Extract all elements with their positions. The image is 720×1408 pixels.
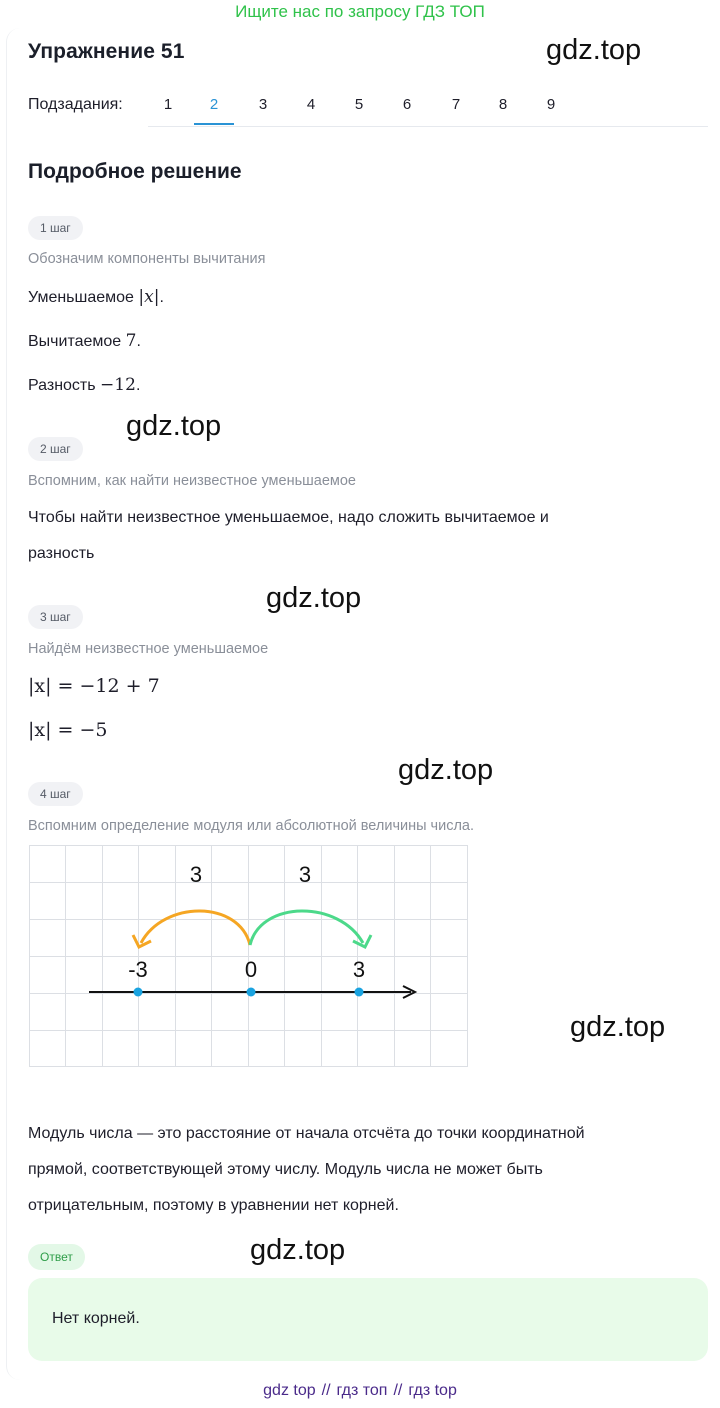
equation-2: |x| = −5	[28, 719, 108, 741]
math-expression: 7	[125, 331, 137, 351]
point-label-0: 0	[244, 957, 258, 982]
subtask-tab-1[interactable]: 1	[163, 96, 173, 113]
footer-link[interactable]: gdz top	[263, 1382, 316, 1399]
step-hint: Вспомним определение модуля или абсолютной величины числа.	[28, 818, 475, 834]
math-expression: −12	[100, 375, 136, 395]
step-hint: Обозначим компоненты вычитания	[28, 251, 266, 267]
conclusion-line: отрицательным, поэтому в уравнении нет корней.	[28, 1197, 399, 1214]
line-end: .	[135, 377, 141, 394]
line-end: .	[136, 333, 141, 350]
arc-label-right: 3	[298, 862, 312, 887]
answer-badge: Ответ	[28, 1244, 85, 1270]
point-3	[355, 988, 364, 997]
number-line-diagram	[29, 845, 468, 1067]
step-text: разность	[28, 545, 95, 562]
step-badge: 4 шаг	[28, 782, 83, 806]
subtasks-tabs	[148, 86, 708, 127]
line-label: Разность	[28, 377, 101, 394]
conclusion-line: прямой, соответствующей этому числу. Модуль числа не может быть	[28, 1161, 543, 1178]
arc-label-left: 3	[189, 862, 203, 887]
footer-separator: //	[393, 1382, 403, 1399]
subtasks-label: Подзадания:	[28, 96, 123, 113]
watermark: gdz.top	[398, 754, 494, 786]
solution-title: Подробное решение	[28, 160, 242, 183]
point-label-minus-3: -3	[128, 957, 148, 982]
line-label: Вычитаемое	[28, 333, 126, 350]
active-tab-indicator	[194, 123, 234, 125]
conclusion-text	[28, 1116, 698, 1224]
step-text: Чтобы найти неизвестное уменьшаемое, надо сложить вычитаемое и	[28, 509, 549, 526]
footer-links	[0, 1382, 720, 1400]
subtask-tab-5[interactable]: 5	[354, 96, 364, 113]
grid	[29, 845, 468, 1067]
subtask-tab-3[interactable]: 3	[258, 96, 268, 113]
subtrahend-line	[28, 331, 141, 351]
step-hint: Вспомним, как найти неизвестное уменьшаемое	[28, 473, 356, 489]
watermark: gdz.top	[126, 410, 222, 442]
point-minus-3	[134, 988, 143, 997]
footer-link[interactable]: гдз top	[408, 1382, 457, 1399]
right-arc	[250, 911, 363, 945]
line-end: .	[159, 289, 164, 306]
point-label-3: 3	[352, 957, 366, 982]
watermark: gdz.top	[250, 1234, 346, 1266]
subtask-tab-6[interactable]: 6	[402, 96, 412, 113]
watermark: gdz.top	[266, 582, 362, 614]
watermark: gdz.top	[570, 1011, 666, 1043]
search-banner: Ищите нас по запросу ГДЗ ТОП	[235, 2, 485, 21]
subtask-tab-7[interactable]: 7	[451, 96, 461, 113]
watermark: gdz.top	[546, 34, 642, 66]
exercise-title: Упражнение 51	[28, 40, 185, 63]
step-badge: 3 шаг	[28, 605, 83, 629]
subtask-tab-9[interactable]: 9	[546, 96, 556, 113]
step-badge: 1 шаг	[28, 216, 83, 240]
footer-link[interactable]: гдз топ	[336, 1382, 388, 1399]
minuend-line	[28, 287, 164, 307]
subtask-tab-4[interactable]: 4	[306, 96, 316, 113]
line-label: Уменьшаемое	[28, 289, 139, 306]
left-arc	[141, 911, 250, 945]
answer-text: Нет корней.	[52, 1310, 140, 1327]
difference-line	[28, 375, 140, 395]
subtask-tab-2[interactable]: 2	[209, 96, 219, 113]
step-hint: Найдём неизвестное уменьшаемое	[28, 641, 269, 657]
subtask-tab-8[interactable]: 8	[498, 96, 508, 113]
step-badge: 2 шаг	[28, 437, 83, 461]
equation-1: |x| = −12 + 7	[28, 675, 160, 697]
conclusion-line: Модуль числа — это расстояние от начала отсчёта до точки координатной	[28, 1125, 585, 1142]
footer-separator: //	[321, 1382, 331, 1399]
point-0	[247, 988, 256, 997]
math-expression: |x|	[138, 287, 160, 307]
answer-box	[28, 1278, 708, 1361]
